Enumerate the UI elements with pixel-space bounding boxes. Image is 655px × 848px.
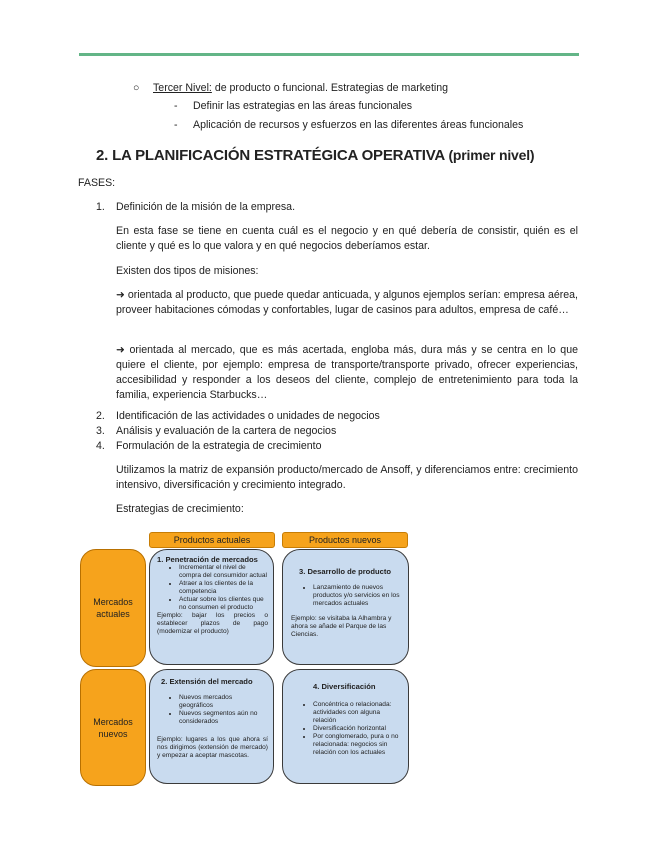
header-rule [79,53,579,56]
cell-title: 1. Penetración de mercados [157,555,258,564]
paragraph-product-oriented: ➜ orientada al producto, que puede quedar anticuada, y algunos ejemplos serían: empresa aérea, proveer habitaciones cómodas y confortables, lugar de casinos para adultos, empresa de café… [116,289,578,316]
row-header-new-markets-label: Mercados nuevos [93,716,133,739]
cell-note: Ejemplo: bajar los precios o establecer plazos de pago (modernizar el producto) [157,612,268,635]
section-title: LA PLANIFICACIÓN ESTRATÉGICA OPERATIVA [112,147,445,164]
matrix-cell-market-penetration [149,549,274,665]
intro-bullet [153,81,448,96]
section-number: 2. [96,147,109,164]
cell-title: 2. Extensión del mercado [161,677,253,686]
intro-bullet-label: Tercer Nivel: [153,82,212,94]
column-header-current-products: Productos actuales [149,532,275,548]
list-item: Identificación de las actividades o unidades de negocios [116,410,380,422]
list-item: • Actuar sobre los clientes que no consumen el producto [179,596,268,612]
paragraph-mission-types: Existen dos tipos de misiones: [116,265,259,277]
paragraph-growth-strategies: Estrategias de crecimiento: [116,503,244,515]
intro-bullet-text: de producto o funcional. Estrategias de marketing [211,82,449,94]
column-header-new-products: Productos nuevos [282,532,408,548]
list-number: 3. [96,425,105,437]
fases-label: FASES: [78,177,116,189]
list-number: 1. [96,201,105,213]
matrix-cell-product-development [282,549,409,665]
cell-title: 3. Desarrollo de producto [299,567,391,576]
list-number: 4. [96,440,105,452]
list-item: • Concéntrica o relacionada: actividades con alguna relación [313,701,402,725]
row-header-current-markets [80,549,146,667]
matrix-cell-market-extension [149,669,274,784]
list-item: • Atraer a los clientes de la competencia [179,580,268,596]
circle-bullet-icon: ○ [133,82,140,94]
list-item: • Nuevos segmentos aún no considerados [179,710,268,726]
dash-icon: - [174,100,178,112]
dash-icon: - [174,119,178,131]
intro-sub-item: Definir las estrategias en las áreas funcionales [193,100,413,112]
list-item: Formulación de la estrategia de crecimiento [116,440,322,452]
cell-title: 4. Diversificación [313,682,376,691]
cell-note: Ejemplo: se visitaba la Alhambra y ahora se añade el Parque de las Ciencias. [291,615,392,638]
matrix-cell-diversification [282,669,409,784]
list-item: Análisis y evaluación de la cartera de negocios [116,425,337,437]
paragraph-ansoff: Utilizamos la matriz de expansión producto/mercado de Ansoff, y diferenciamos entre: crecimiento intensivo, diversificación y crecimiento integrado. [116,464,578,491]
list-item: • Nuevos mercados geográficos [179,694,268,710]
list-number: 2. [96,410,105,422]
cell-note: Ejemplo: lugares a los que ahora sí nos dirigimos (extensión de mercado) y empezar a aceptar mascotas. [157,736,268,759]
row-header-new-markets [80,669,146,786]
section-heading [96,147,534,164]
section-subtitle: (primer nivel) [448,147,535,163]
list-item: • Por conglomerado, pura o no relacionada: negocios sin relación con los actuales [313,733,402,757]
list-item: • Incrementar el nivel de compra del consumidor actual [179,564,268,580]
list-item: • Diversificación horizontal [313,725,402,733]
row-header-current-markets-label: Mercados actuales [93,597,133,619]
list-item: • Lanzamiento de nuevos productos y/o servicios en los mercados actuales [313,584,402,608]
paragraph-market-oriented: ➜ orientada al mercado, que es más acertada, engloba más, dura más y se centra en lo que quiere el cliente, por ejemplo: empresa de transporte/transporte privado, ofrecer experiencias, accesibilidad y responder a los deseos del cliente, complejo de entretenimiento para toda la familia, experiencia Starbucks… [116,344,578,401]
item1-title: Definición de la misión de la empresa. [116,201,296,213]
paragraph-mission: En esta fase se tiene en cuenta cuál es el negocio y en qué debería de consistir, quién es el cliente y qué es lo que valora y en qué negocios deberíamos estar. [116,225,578,252]
intro-sub-item: Aplicación de recursos y esfuerzos en las diferentes áreas funcionales [193,119,524,131]
